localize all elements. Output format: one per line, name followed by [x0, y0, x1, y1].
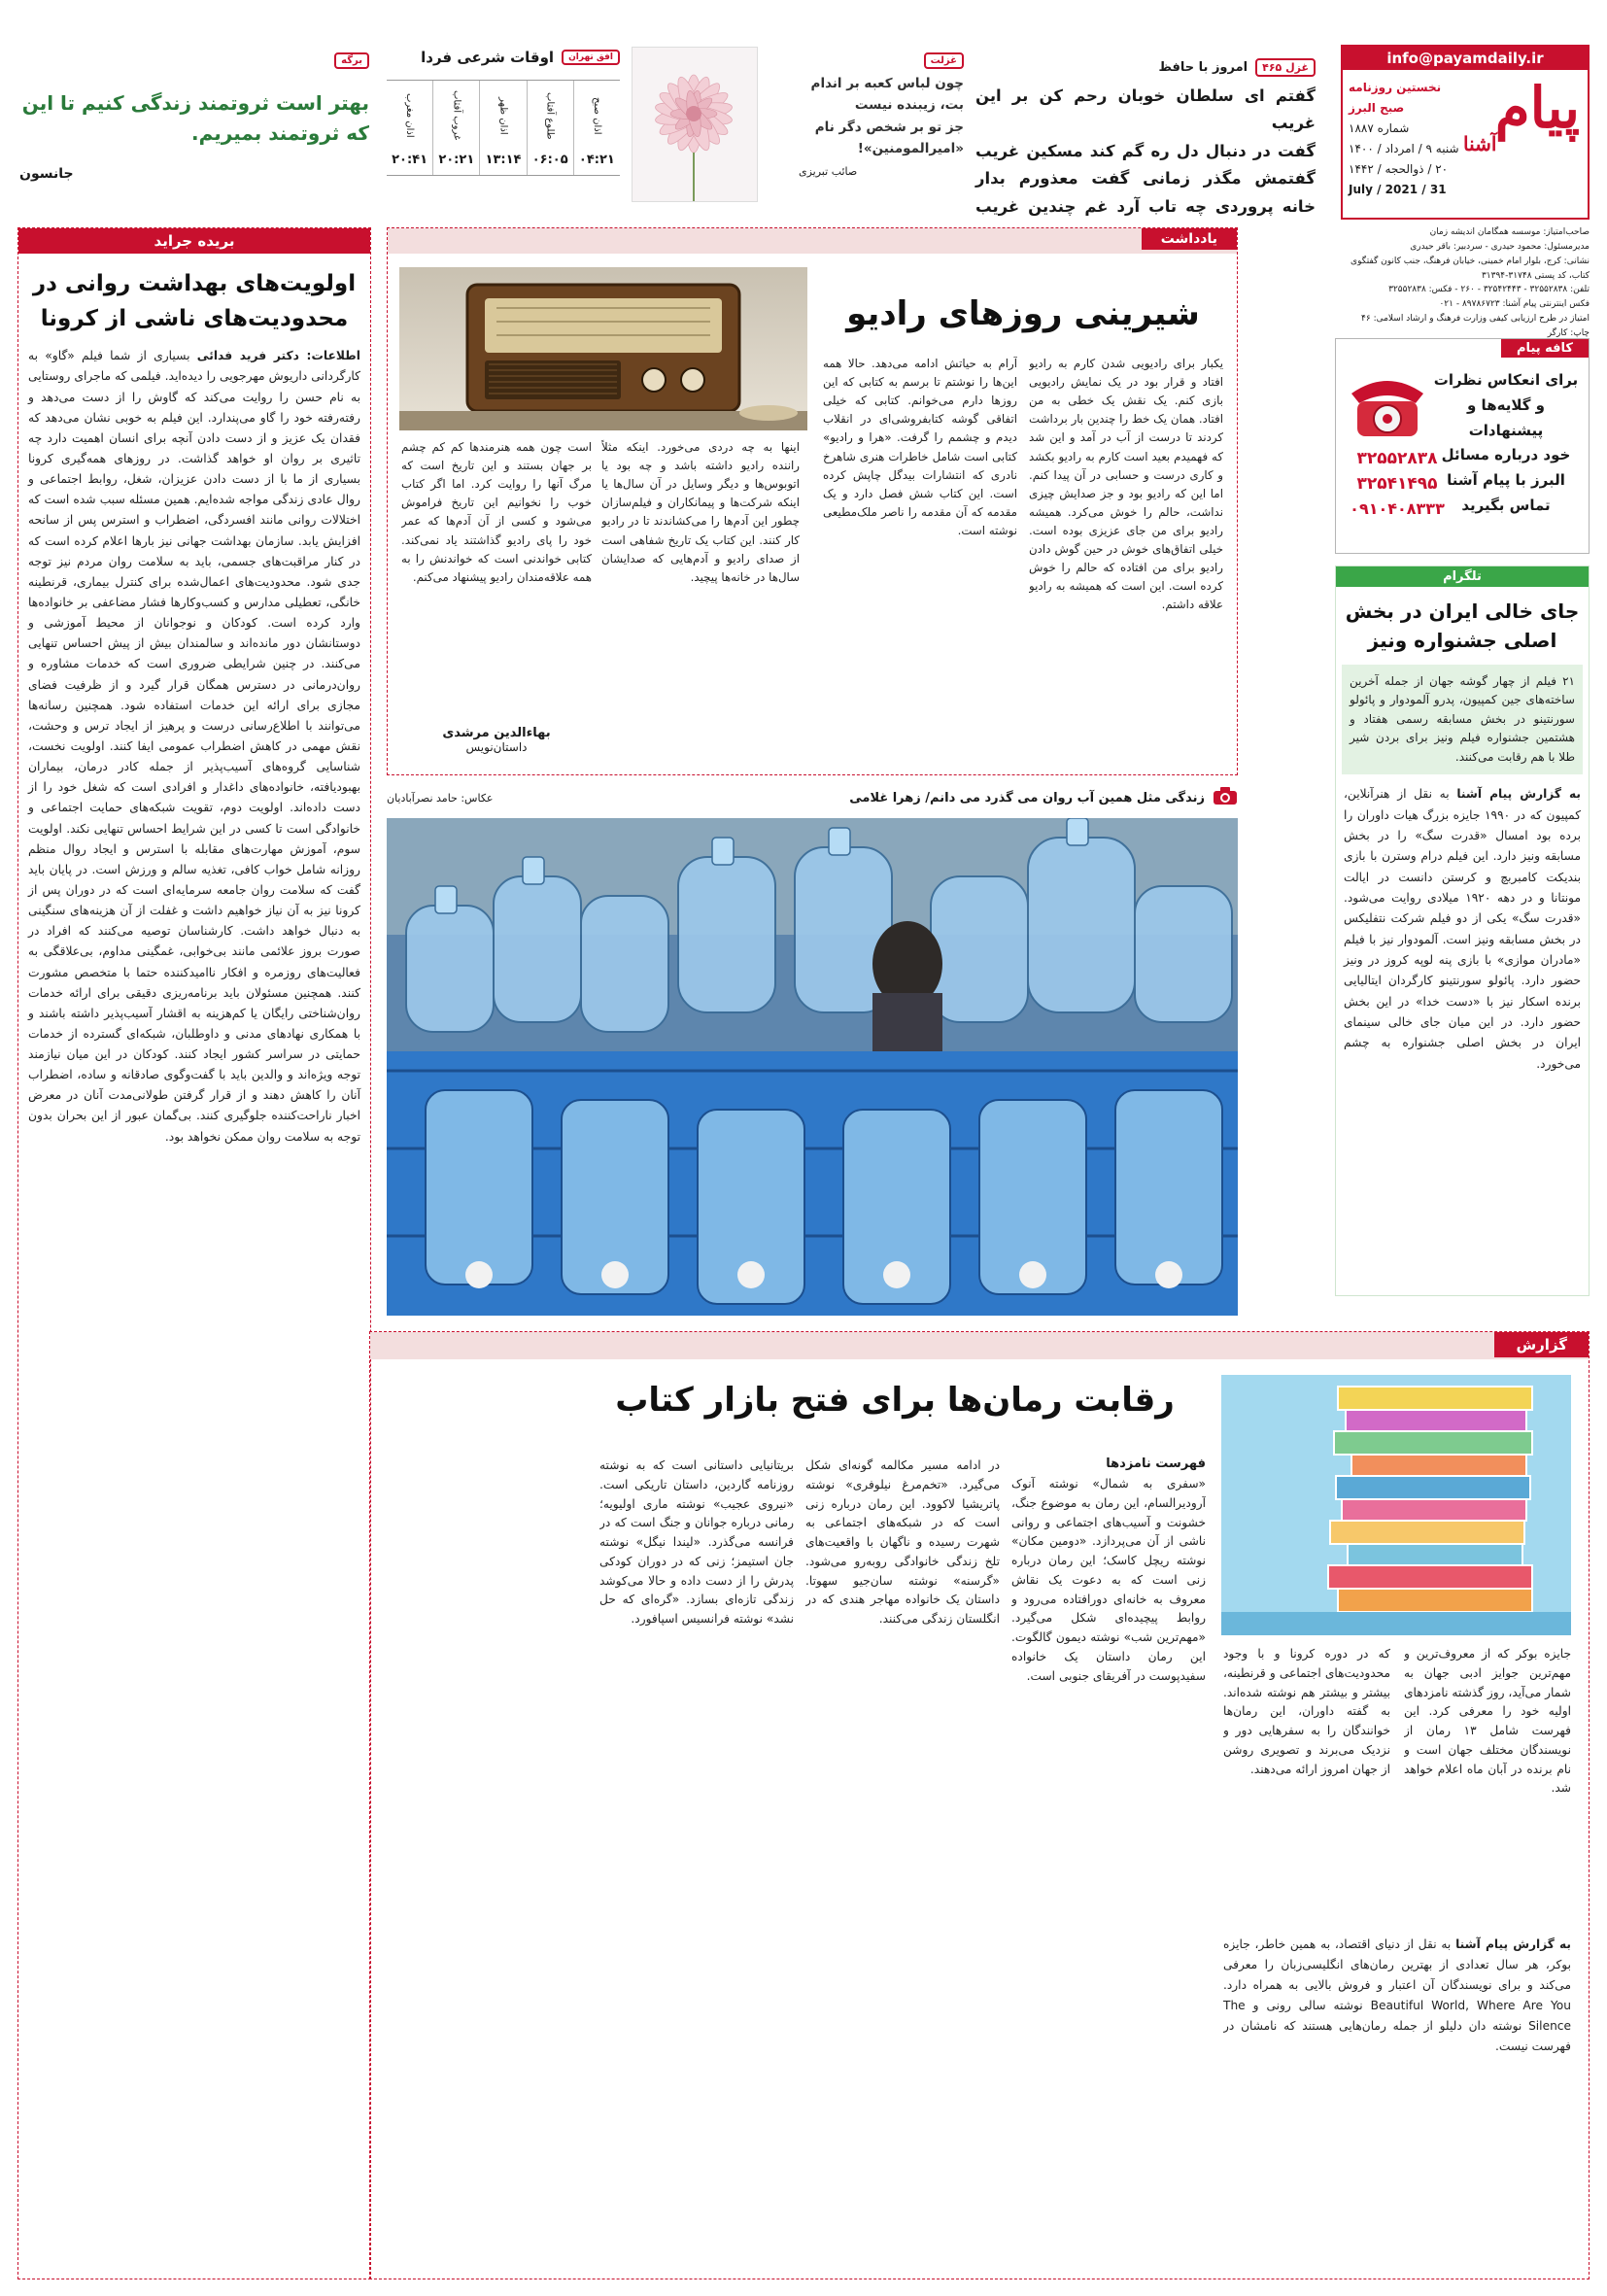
quote-tag: برگه: [334, 52, 369, 69]
cafe-line: و گلایه‌ها و پیشنهادات: [1467, 395, 1545, 439]
prayer-value: ۰۴:۲۱: [578, 153, 615, 167]
credits: صاحب‌امتیاز: موسسه همگامان اندیشه زمان مدیرمسئول: محمود حیدری - سردبیر: باقر حیدری نشانی: کرج، بلوار امام خمینی، خیابان فرهنگ، جنب کانون گفتگوی کتاب، کد پستی ۳۱۷۴۸-۳۱۳۹۴ تلفن: ۳۲۵۵۲۸۳۸ - ۳۲۵۴۲۴۴۳ - ۲۶۰ - فکس: ۳۲۵۵۲۸۳۸ فکس اینترنتی پیام آشنا: ۸۹۷۸۶۷۲۳ - ۰۲۱ امتیاز در طرح ارزیابی کیفی وزارت فرهنگ و ارشاد اسلامی: ۴۶ چاپ: کارگر: [1351, 227, 1590, 338]
cafe-line: برای انعکاس نظرات: [1433, 371, 1579, 389]
cafe-phone: ۳۲۵۴۱۴۹۵: [1356, 474, 1438, 495]
saeb-tag: غزلت: [924, 52, 964, 69]
hafez-label: امروز با حافظ: [1158, 60, 1248, 75]
saeb-box: [799, 49, 964, 204]
water-bottles-image: [387, 818, 1238, 1316]
cafe-box: [1335, 338, 1590, 554]
editorial-author-role: داستان‌نویس: [465, 740, 528, 754]
hafez-line: خانه پروردی چه تاب آرد غم چندین غریب: [975, 196, 1316, 216]
prayer-header: اذان صبح: [591, 96, 602, 135]
prayer-header: اذان ظهر: [497, 96, 509, 135]
photo-credit: عکاس: حامد نصرآبادیان: [387, 791, 494, 805]
saeb-author: صائب تبریزی: [799, 165, 858, 179]
cafe-kicker: کافه پیام: [1501, 339, 1589, 358]
hafez-tag: غزل ۴۶۵: [1255, 58, 1316, 77]
email-bar: info@payamdaily.ir: [1343, 47, 1588, 70]
saeb-line: بت، زیبنده نیست: [854, 97, 964, 114]
quote-author: جانسون: [19, 166, 74, 182]
hafez-box: [975, 58, 1316, 216]
issue-number: شماره ۱۸۸۷: [1349, 121, 1410, 135]
telegraph-kicker: تلگرام: [1336, 566, 1589, 587]
report-title: رقابت رمان‌ها برای فتح بازار کتاب: [615, 1381, 1175, 1420]
cafe-line: البرز با پیام آشنا: [1447, 471, 1565, 490]
editorial-kicker: یادداشت: [1142, 228, 1237, 250]
photo-title: زندگی مثل همین آب روان می گذرد می دانم/ زهرا غلامی: [849, 790, 1205, 805]
prayer-value: ۱۳:۱۴: [485, 153, 522, 167]
report-col: در ادامه مسیر مکالمه گونه‌ای شکل می‌گیرد. «تخم‌مرغ نیلوفری» نوشته پاتریشیا لاکوود. این رمان درباره زنی است که در شبکه‌های اجتماعی به شهرت رسیده و ناگهان با واقعیت‌های تلخ زندگی خانوادگی روبه‌رو می‌شود. «گرسنه» نوشته سان‌جیو سهوتا. داستان یک خانواده مهاجر هندی که در انگلستان زندگی می‌کنند.: [805, 1458, 1000, 1627]
camera-icon: [1213, 786, 1238, 809]
telegraph-box: [1335, 565, 1590, 1296]
prayer-header: طلوع آفتاب: [544, 91, 556, 140]
radio-image: [399, 267, 807, 430]
editorial-col: یکبار برای رادیویی شدن کارم به رادیو افتاد و قرار بود در یک نمایش رادیویی بازی کنم. یک نقش یک خطی به من افتاد. همان یک خط را چندین بار برداشت کردند تا درست از آب در آمد و این شد که فهمیدم بعید است کارم به رادیو بکشد و کاری درست و حسابی در آن پیدا کنم. اما این که رادیو بود و جز صدایش چیزی نداشت، حالم را خوش می‌کرد. همیشه رادیو برای من جای عزیزی بوده است. خیلی اتفاق‌های خوش در حین گوش دادن رادیو برای من افتاده که حالم را خوش کرده است. این است که همیشه به رادیو علاقه داشتم.: [1029, 357, 1223, 612]
phone-icon: [1344, 364, 1431, 442]
cafe-phone: ۳۲۵۵۲۸۳۸: [1356, 449, 1438, 468]
quote-box: [19, 49, 369, 204]
report-col: به نقل از دنیای اقتصاد، به همین خاطر، جایزه بوکر، هر سال تعدادی از بهترین رمان‌های انگلیسی‌زبان را معرفی می‌کند و برای نویسندگان آن اعتبار و فروش بالایی به همراه دارد. Beautiful World, Where Are You نوشته سالی رونی و The Silence نوشته دان دلیلو از جمله رمان‌هایی هستند که نامشان در فهرست نیست.: [1223, 1937, 1571, 2053]
prayer-header: اذان مغرب: [404, 93, 416, 138]
editorial-col: اینها به چه دردی می‌خورد. اینکه مثلاً راننده رادیو داشته باشد و چه بود یا اتوبوس‌ها و دیگر وسایل در آن سال‌ها یا اینکه شرکت‌ها و پیمانکاران و فیلم‌سازان چطور این آدم‌ها را می‌کشاندند تا در رادیو کار کنند. این کتاب یک تاریخ شفاهی است از صدای رادیو و آدم‌هایی که صدایشان سال‌ها در خانه‌ها پیچید.: [601, 440, 800, 584]
editorial-author: بهاءالدین مرشدی: [442, 726, 551, 740]
books-image: [1221, 1375, 1571, 1635]
telegraph-subhead: به گزارش پیام آشنا: [1456, 787, 1581, 802]
tagline: نخستین روزنامه صبح البرز: [1349, 81, 1442, 115]
photo-box: [387, 783, 1238, 1321]
prayer-value: ۲۰:۴۱: [392, 153, 428, 167]
telegraph-body: به نقل از هنرآنلاین، کمپیون که در ۱۹۹۰ جایزه بزرگ هیات داوران را برده بود امسال «قدرت سگ» را در بخش مسابقه ونیز دارد. این فیلم درام وسترن با بازی بندیکت کامبربچ و کرستن دانست در ایالت مونتانا و در دهه ۱۹۲۰ میلادی روایت می‌شود. «قدرت سگ» یکی از دو فیلم شرکت نتفلیکس در بخش مسابقه ونیز است. آلمودوار نیز با فیلم «مادران موازی» با بازی پنه لوپه کروز در ونیز حضور دارد. پائولو سورنتینو کارگردان ایتالیایی برنده اسکار نیز با «دست خدا» در این بخش حضور دارد. در این میان جای خالی سینمای ایران در بخش اصلی جشنواره به چشم می‌خورد.: [1344, 787, 1581, 1071]
hafez-line: گفتمش مگذر زمانی گفت معذورم بدار: [975, 169, 1316, 188]
date-hijri: ۲۰ / ذوالحجه / ۱۴۴۲: [1349, 162, 1449, 176]
prayer-value: ۰۶:۰۵: [531, 153, 568, 167]
saeb-line: «امیرالمومنین»!: [857, 140, 964, 156]
report-col: «سفری به شمال» نوشته آنوک آرودیرالسام، این رمان به موضوع جنگ، خشونت و آسیب‌های اجتماعی و روانی ناشی از آن می‌پردازد. «دومین مکان» نوشته ریچل کاسک؛ این رمان درباره زنی است که به دعوت یک نقاش معروف به خانه‌ای دورافتاده می‌رود و روابط پیچیده‌ای شکل می‌گیرد. «مهم‌ترین شب» نوشته دیمون گالگوت. این رمان داستان یک خانواده سفیدپوست در آفریقای جنوبی است.: [1011, 1477, 1206, 1683]
report-box: [369, 1331, 1590, 2279]
hafez-line: گفتم ای سلطان خوبان رحم کن بر این غریب: [975, 86, 1316, 133]
prayer-value: ۲۰:۲۱: [438, 153, 475, 167]
masthead: [1341, 45, 1590, 220]
brief-body: بسیاری از شما فیلم «گاو» به کارگردانی داریوش مهرجویی را دیده‌اید. فیلمی که ماجرای روستایی به نام حسن را روایت می‌کند که گاوش را از دست می‌دهد و رفته‌رفته خود را گاو می‌پندارد. این فیلم به خوبی نشان می‌دهد که فقدان یک عزیز و از دست دادن آنچه برای انسان اهمیت دارد چه تاثیری بر روان او خواهد گذاشت. در روزهای همه‌گیری کرونا بسیاری از ما با از دست دادن عزیزان، شغل، روابط اجتماعی و روال عادی زندگی مواجه شده‌ایم. همین مسئله سبب شده است که اختلالات روانی مانند افسردگی، اضطراب و استرس پس از سانحه افزایش یابد. سازمان بهداشت جهانی نیز بارها اعلام کرده است که در کنار مراقبت‌های جسمی، باید به سلامت روان مردم نیز توجه جدی شود. محدودیت‌های اعمال‌شده برای کنترل بیماری، قرنطینه خانگی، تعطیلی مدارس و کسب‌وکارها فشار مضاعفی بر خانواده‌ها وارد کرده است. کودکان و نوجوانان از محیط آموزشی و دوستانشان دور مانده‌اند و سالمندان بیش از پیش احساس تنهایی می‌کنند. در چنین شرایطی ضروری است که خدمات مشاوره و روان‌درمانی در دسترس همگان قرار گیرد و از ظرفیت فضای مجازی برای ارائه این خدمات استفاده شود. همچنین رسانه‌ها می‌توانند با اطلاع‌رسانی درست و پرهیز از ایجاد ترس و وحشت، نقش مهمی در کاهش اضطراب عمومی ایفا کنند. اولویت نخست، شناسایی گروه‌های آسیب‌پذیر از جمله کادر درمان، بیماران بهبودیافته، خانواده‌های داغدار و افرادی است که شغل خود را از دست داده‌اند. اولویت دوم، تقویت شبکه‌های حمایت اجتماعی و خانوادگی است تا کسی در این شرایط احساس تنهایی نکند. اولویت سوم، آموزش مهارت‌های مقابله با استرس و ایجاد روال منظم روزانه شامل خواب کافی، تغذیه سالم و ورزش است. در پایان باید گفت که سلامت روان جامعه سرمایه‌ای است که در دوران پس از کرونا نیز به آن نیاز خواهیم داشت و غفلت از آن هزینه‌های سنگینی به دنبال خواهد داشت. کارشناسان توصیه می‌کنند که افراد در صورت بروز علائمی مانند بی‌خوابی، غمگینی مداوم، بی‌علاقگی به فعالیت‌های روزمره و افکار ناامیدکننده حتما با متخصص مشورت کنند. همچنین مسئولان باید برنامه‌ریزی دقیقی برای ارائه خدمات روان‌شناختی رایگان یا کم‌هزینه به اقشار آسیب‌پذیر داشته باشند و با همکاری نهادهای مدنی و داوطلبان، شبکه‌ای گسترده از خدمات حمایتی در سراسر کشور ایجاد کنند. کودکان در این میان نیازمند توجه ویژه‌اند و والدین باید با گفت‌وگوی صادقانه و ساده، اضطراب آنان را کاهش دهند و از قرار گرفتن طولانی‌مدت آنان در معرض اخبار ناراحت‌کننده جلوگیری کنند. بی‌گمان عبور از این بحران بدون توجه به سلامت روان ممکن نخواهد بود.: [28, 349, 360, 1144]
prayer-times: [387, 49, 620, 204]
editorial-col: آرام به حیاتش ادامه می‌دهد. حالا همه این‌ها را نوشتم تا برسم به کتابی که این روزها دارم می‌خوانم. کتابی که خیلی اتفاقی گوشه کتابفروشی‌ای در انقلاب دیدم و چشمم را گرفت. «هرا و رادیو» کتابی است شامل خاطرات هنری شاهرخ نادری که انتشارات بیدگل چاپش کرده است. این کتاب شش فصل دارد و یک مقدمه که آن مقدمه را ناصر ملک‌مطیعی نوشته است.: [823, 357, 1017, 537]
editorial-col: است چون همه هنرمندها کم کم چشم بر جهان بستند و این تاریخ است که مرگ آنها را روایت کرد. اما اگر کتاب خوب را نخوانیم این تاریخ فراموش می‌شود و کسی از آن آدم‌ها که عمر خود را پای رادیو گذاشتند یاد نمی‌کند. کتابی خواندنی است که خواندنش را به همه علاقه‌مندان رادیو پیشنهاد می‌کنم.: [401, 440, 592, 584]
brief-kicker: بریده جراید: [18, 228, 370, 254]
report-subhead: به گزارش پیام آشنا: [1455, 1937, 1571, 1951]
date-en: 31 / July / 2021: [1349, 183, 1447, 196]
editorial-box: [387, 227, 1238, 775]
flower-image: [632, 47, 758, 202]
report-col: بریتانیایی داستانی است که به نوشته روزنامه گاردین، داستان تاریکی است. «نیروی عجیب» نوشته ماری اولیویه؛ رمانی درباره جوانان و جنگ است که در فرانسه می‌گذرد. «لیندا نیگل» نوشته جان استیمز؛ زنی که در دوران کودکی پدرش را از دست داده و حالا می‌کوشد زندگی تازه‌ای بسازد. «گره‌ای که حل نشد» نوشته فرانسیس اسپافورد.: [599, 1458, 794, 1627]
report-col: جایزه بوکر که از معروف‌ترین و مهم‌ترین جوایز ادبی جهان به شمار می‌آید، روز گذشته نامزدهای اولیه خود را معرفی کرد. این فهرست شامل ۱۳ رمان از نویسندگان مختلف جهان است و نام برنده در آبان ماه اعلام خواهد شد.: [1404, 1647, 1571, 1796]
hafez-line: گفت در دنبال دل ره گم کند مسکین غریب: [975, 141, 1316, 160]
telegraph-lead: ۲۱ فیلم از چهار گوشه جهان از جمله آخرین ساخته‌های جین کمپیون، پدرو آلمودوار و پائولو سورنتینو در بخش مسابقه رسمی هفتاد و هشتمین جشنواره فیلم ونیز برای بردن شیر طلا با هم رقابت می‌کنند.: [1342, 665, 1583, 774]
cafe-line: تماس بگیرید: [1461, 496, 1551, 514]
quote-text: بهتر است ثروتمند زندگی کنیم تا این که ثروتمند بمیریم.: [21, 91, 369, 145]
telegraph-title: جای خالی ایران در بخش اصلی جشنواره ونیز: [1345, 600, 1580, 652]
brief-lead: اطلاعات: دکتر فرید فدائی: [196, 349, 360, 363]
prayer-header: غروب آفتاب: [451, 90, 462, 141]
saeb-line: جز تو بر شخص دگر نام: [814, 119, 964, 135]
prayer-title: اوقات شرعی فردا: [421, 49, 555, 66]
cafe-line: خود درباره مسائل: [1441, 446, 1571, 464]
date-fa: شنبه ۹ / امرداد / ۱۴۰۰: [1349, 142, 1459, 155]
logo: پیام آشنا: [1463, 75, 1580, 155]
prayer-tag: افق تهران: [562, 50, 620, 65]
editorial-title: شیرینی روزهای رادیو: [846, 294, 1200, 333]
report-col-title: فهرست نامزدها: [1106, 1456, 1206, 1471]
report-kicker: گزارش: [1494, 1332, 1589, 1357]
saeb-line: چون لباس کعبه بر اندام: [810, 76, 964, 91]
report-col: که در دوره کرونا و با وجود محدودیت‌های اجتماعی و قرنطینه، بیشتر و بیشتر هم نوشته شده‌اند. به گفته داوران، این رمان‌ها خوانندگان را به سفرهایی دور و نزدیک می‌برند و تصویری روشن از جهان امروز ارائه می‌دهند.: [1223, 1647, 1390, 1776]
brief-box: [17, 227, 371, 2279]
brief-title: اولویت‌های بهداشت روانی در محدودیت‌های ناشی از کرونا: [32, 271, 357, 331]
cafe-phone: ۰۹۱۰۴۰۸۳۳۳: [1350, 498, 1445, 518]
